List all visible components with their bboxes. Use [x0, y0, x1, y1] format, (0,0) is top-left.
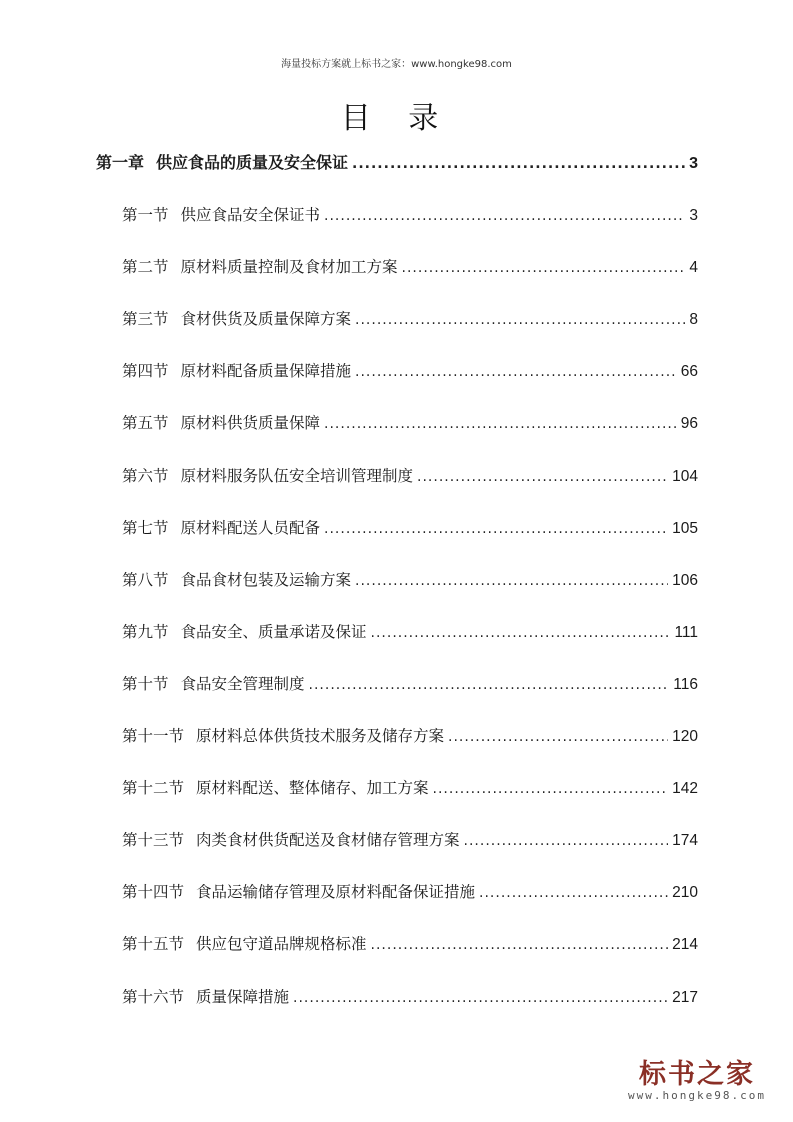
section-page-number: 66 [680, 363, 698, 380]
section-title: 原材料配送、整体储存、加工方案 [196, 779, 429, 797]
toc-section-entry[interactable] [122, 411, 698, 435]
section-label [122, 255, 398, 279]
toc-section-entry[interactable] [122, 359, 698, 383]
dot-leader [464, 829, 669, 853]
section-title: 原材料配送人员配备 [180, 519, 321, 537]
toc-section-entry[interactable] [122, 620, 698, 644]
dot-leader [448, 725, 668, 749]
section-page-number: 116 [673, 676, 698, 693]
toc-chapter-entry[interactable] [96, 151, 698, 175]
section-page-number: 210 [672, 884, 698, 901]
section-number: 第三节 [122, 310, 169, 328]
section-title: 质量保障措施 [196, 988, 290, 1006]
toc-section-entry[interactable] [122, 568, 698, 592]
toc-section-entry[interactable] [122, 880, 698, 904]
section-page-number: 105 [672, 520, 698, 537]
dot-leader [355, 308, 685, 332]
section-title: 原材料总体供货技术服务及储存方案 [196, 727, 445, 745]
section-title: 食材供货及质量保障方案 [180, 310, 352, 328]
section-title: 原材料供货质量保障 [180, 414, 321, 432]
section-page-number: 8 [689, 311, 698, 328]
section-title: 供应食品安全保证书 [180, 206, 321, 224]
section-title: 原材料质量控制及食材加工方案 [180, 258, 398, 276]
section-page-number: 104 [672, 468, 698, 485]
toc-section-entry[interactable] [122, 307, 698, 331]
section-title: 食品食材包装及运输方案 [180, 571, 352, 589]
section-label [122, 516, 320, 540]
section-title: 食品运输储存管理及原材料配备保证措施 [196, 883, 476, 901]
toc-section-entry[interactable] [122, 828, 698, 852]
section-label [122, 932, 367, 956]
section-label [122, 568, 351, 592]
chapter-label [96, 151, 348, 175]
section-number: 第十五节 [122, 935, 185, 953]
toc-section-entry[interactable] [122, 776, 698, 800]
section-number: 第一节 [122, 206, 169, 224]
section-page-number: 106 [672, 572, 698, 589]
section-number: 第七节 [122, 519, 169, 537]
section-number: 第十六节 [122, 988, 185, 1006]
dot-leader [371, 933, 669, 957]
section-label [122, 776, 429, 800]
section-page-number: 174 [672, 832, 698, 849]
watermark-logo [613, 1052, 781, 1102]
dot-leader [293, 986, 668, 1010]
section-label [122, 307, 351, 331]
section-label [122, 359, 351, 383]
section-title: 供应包守道品牌规格标准 [196, 935, 367, 953]
dot-leader [352, 152, 685, 176]
chapter-title: 供应食品的质量及安全保证 [156, 153, 349, 172]
dot-leader [355, 569, 668, 593]
dot-leader [324, 204, 685, 228]
section-label [122, 724, 444, 748]
chapter-number: 第一章 [96, 153, 145, 172]
dot-leader [417, 465, 668, 489]
watermark-url: www.hongke98.com [628, 1089, 766, 1102]
dot-leader [324, 412, 677, 436]
dot-leader [371, 621, 671, 645]
toc-section-entry[interactable] [122, 724, 698, 748]
toc-section-entry[interactable] [122, 255, 698, 279]
section-number: 第八节 [122, 571, 169, 589]
section-label [122, 411, 320, 435]
dot-leader [479, 881, 668, 905]
section-number: 第四节 [122, 362, 169, 380]
dot-leader [355, 360, 677, 384]
section-page-number: 96 [680, 415, 698, 432]
section-page-number: 111 [674, 624, 698, 641]
section-number: 第十四节 [122, 883, 185, 901]
toc-section-entry[interactable] [122, 672, 698, 696]
section-number: 第九节 [122, 623, 169, 641]
dot-leader [324, 517, 668, 541]
section-title: 食品安全、质量承诺及保证 [180, 623, 367, 641]
dot-leader [433, 777, 669, 801]
section-number: 第二节 [122, 258, 169, 276]
section-title: 原材料配备质量保障措施 [180, 362, 352, 380]
section-page-number: 4 [689, 259, 698, 276]
section-label [122, 203, 320, 227]
section-label [122, 620, 367, 644]
section-title: 原材料服务队伍安全培训管理制度 [180, 467, 414, 485]
section-number: 第十一节 [122, 727, 185, 745]
section-page-number: 142 [672, 780, 698, 797]
section-number: 第十节 [122, 675, 169, 693]
section-page-number: 217 [672, 989, 698, 1006]
section-title: 食品安全管理制度 [180, 675, 305, 693]
section-label [122, 985, 289, 1009]
section-label [122, 828, 460, 852]
toc-section-entry[interactable] [122, 516, 698, 540]
page-title: 目 录 [340, 101, 453, 136]
section-label [122, 880, 475, 904]
section-page-number: 214 [672, 936, 698, 953]
section-label [122, 672, 305, 696]
section-title: 肉类食材供货配送及食材储存管理方案 [196, 831, 460, 849]
section-label [122, 464, 413, 488]
watermark-brand: 标书之家 [639, 1059, 755, 1090]
chapter-page-number: 3 [689, 155, 698, 172]
toc-section-entry[interactable] [122, 464, 698, 488]
section-page-number: 120 [672, 728, 698, 745]
dot-leader [309, 673, 670, 697]
toc-section-entry[interactable] [122, 203, 698, 227]
page-header: 海量投标方案就上标书之家：www.hongke98.com [281, 59, 512, 70]
section-number: 第十二节 [122, 779, 185, 797]
toc-section-entry[interactable] [122, 932, 698, 956]
section-page-number: 3 [689, 207, 698, 224]
dot-leader [402, 256, 686, 280]
section-number: 第十三节 [122, 831, 185, 849]
section-number: 第五节 [122, 414, 169, 432]
section-number: 第六节 [122, 467, 169, 485]
toc-section-entry[interactable] [122, 985, 698, 1009]
